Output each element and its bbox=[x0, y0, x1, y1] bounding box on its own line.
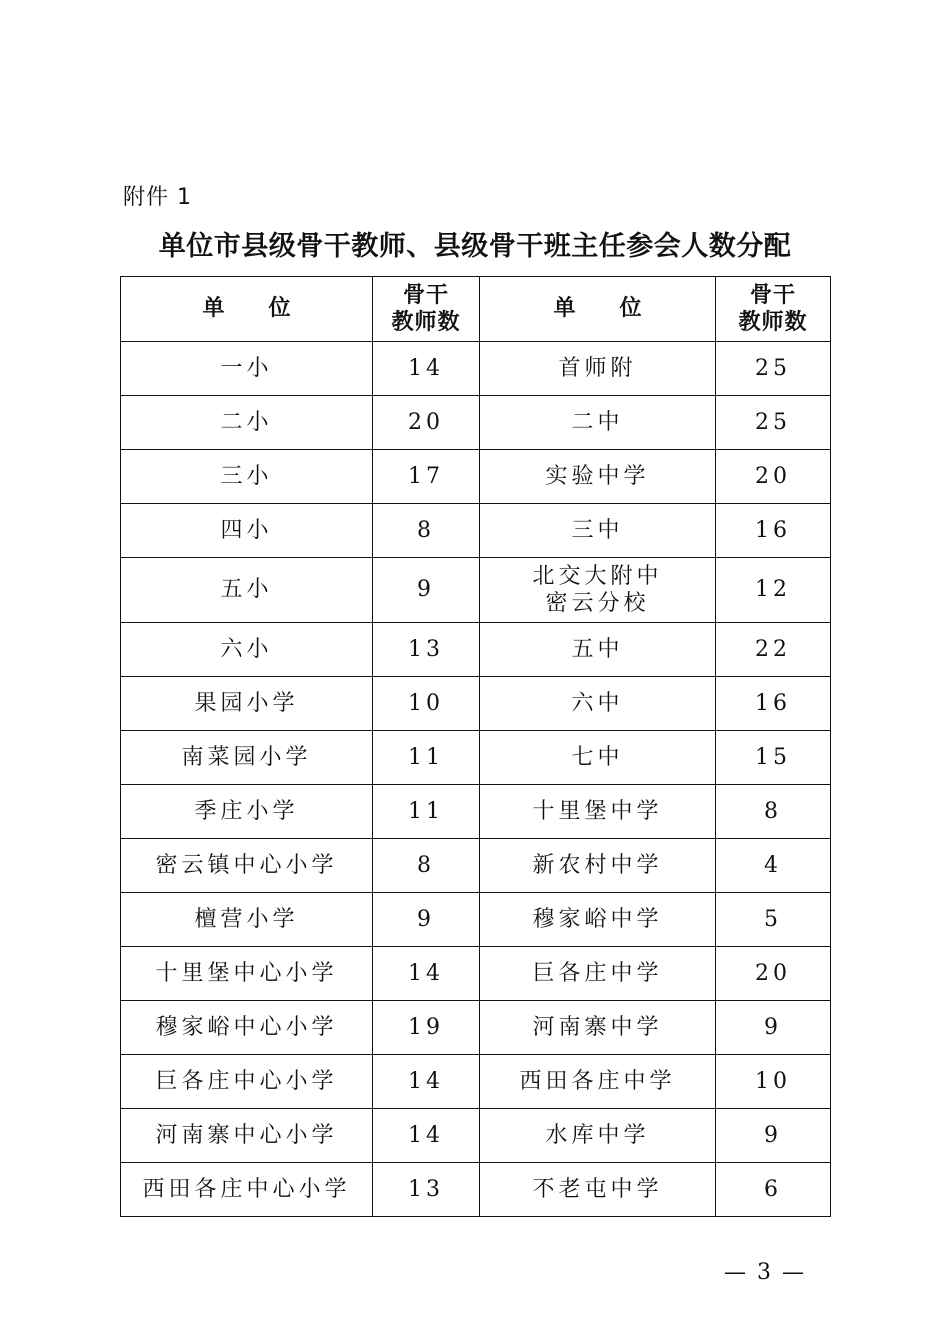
allocation-table bbox=[120, 276, 831, 1217]
right-unit-cell: 穆家峪中学 bbox=[480, 893, 716, 947]
left-unit-cell: 二小 bbox=[121, 396, 373, 450]
left-unit-cell: 季庄小学 bbox=[121, 785, 373, 839]
left-unit-cell: 南菜园小学 bbox=[121, 731, 373, 785]
left-count-cell: 13 bbox=[373, 1163, 480, 1217]
left-count-cell: 14 bbox=[373, 1109, 480, 1163]
header-count-line2: 教师数 bbox=[738, 310, 808, 335]
right-unit-line1: 北交大附中 bbox=[532, 563, 663, 589]
right-unit-cell: 不老屯中学 bbox=[480, 1163, 716, 1217]
right-unit-line2: 密云分校 bbox=[545, 591, 650, 616]
right-unit-cell: 七中 bbox=[480, 731, 716, 785]
table-row bbox=[121, 839, 831, 893]
left-unit-cell: 一小 bbox=[121, 342, 373, 396]
right-count-cell: 20 bbox=[716, 947, 831, 1001]
table-header-row bbox=[121, 277, 831, 342]
left-count-cell: 11 bbox=[373, 785, 480, 839]
right-unit-cell: 实验中学 bbox=[480, 450, 716, 504]
left-count-cell: 10 bbox=[373, 677, 480, 731]
table-row bbox=[121, 504, 831, 558]
header-count-line2: 教师数 bbox=[391, 310, 461, 335]
header-unit-right bbox=[480, 277, 716, 342]
left-unit-cell: 六小 bbox=[121, 623, 373, 677]
table-row bbox=[121, 396, 831, 450]
table-row bbox=[121, 558, 831, 623]
right-unit-cell: 首师附 bbox=[480, 342, 716, 396]
table-row bbox=[121, 1163, 831, 1217]
left-unit-cell: 河南寨中心小学 bbox=[121, 1109, 373, 1163]
header-unit-char-2: 位 bbox=[268, 296, 291, 322]
right-unit-cell: 巨各庄中学 bbox=[480, 947, 716, 1001]
table-row bbox=[121, 623, 831, 677]
right-count-cell: 8 bbox=[716, 785, 831, 839]
table-row bbox=[121, 785, 831, 839]
right-count-cell: 12 bbox=[716, 558, 831, 623]
left-unit-cell: 十里堡中心小学 bbox=[121, 947, 373, 1001]
right-unit-cell: 新农村中学 bbox=[480, 839, 716, 893]
right-count-cell: 25 bbox=[716, 342, 831, 396]
left-count-cell: 11 bbox=[373, 731, 480, 785]
header-unit-left bbox=[121, 277, 373, 342]
right-unit-cell: 十里堡中学 bbox=[480, 785, 716, 839]
right-unit-cell: 六中 bbox=[480, 677, 716, 731]
left-unit-cell: 檀营小学 bbox=[121, 893, 373, 947]
header-count-left bbox=[373, 277, 480, 342]
table-row bbox=[121, 893, 831, 947]
table-row bbox=[121, 342, 831, 396]
left-count-cell: 20 bbox=[373, 396, 480, 450]
left-count-cell: 9 bbox=[373, 558, 480, 623]
header-unit-char-1: 单 bbox=[202, 296, 225, 322]
left-count-cell: 14 bbox=[373, 342, 480, 396]
header-count-right bbox=[716, 277, 831, 342]
left-count-cell: 17 bbox=[373, 450, 480, 504]
table-row bbox=[121, 1109, 831, 1163]
left-unit-cell: 三小 bbox=[121, 450, 373, 504]
right-count-cell: 15 bbox=[716, 731, 831, 785]
right-unit-cell: 水库中学 bbox=[480, 1109, 716, 1163]
left-unit-cell: 密云镇中心小学 bbox=[121, 839, 373, 893]
right-count-cell: 9 bbox=[716, 1001, 831, 1055]
table-row bbox=[121, 1055, 831, 1109]
left-unit-cell: 五小 bbox=[121, 558, 373, 623]
table-row bbox=[121, 450, 831, 504]
left-unit-cell: 巨各庄中心小学 bbox=[121, 1055, 373, 1109]
header-count-line1: 骨干 bbox=[402, 282, 449, 308]
attachment-label: 附件 1 bbox=[123, 185, 192, 210]
left-unit-cell: 四小 bbox=[121, 504, 373, 558]
left-count-cell: 8 bbox=[373, 839, 480, 893]
right-count-cell: 10 bbox=[716, 1055, 831, 1109]
left-count-cell: 14 bbox=[373, 947, 480, 1001]
header-count-line1: 骨干 bbox=[749, 282, 796, 308]
right-count-cell: 22 bbox=[716, 623, 831, 677]
right-unit-cell: 河南寨中学 bbox=[480, 1001, 716, 1055]
page-number: — 3 — bbox=[724, 1260, 806, 1285]
right-unit-cell: 西田各庄中学 bbox=[480, 1055, 716, 1109]
left-unit-cell: 穆家峪中心小学 bbox=[121, 1001, 373, 1055]
table-row bbox=[121, 731, 831, 785]
right-count-cell: 4 bbox=[716, 839, 831, 893]
document-title: 单位市县级骨干教师、县级骨干班主任参会人数分配 bbox=[158, 231, 792, 262]
left-unit-cell: 西田各庄中心小学 bbox=[121, 1163, 373, 1217]
right-count-cell: 16 bbox=[716, 677, 831, 731]
right-unit-cell: 三中 bbox=[480, 504, 716, 558]
left-count-cell: 13 bbox=[373, 623, 480, 677]
right-count-cell: 5 bbox=[716, 893, 831, 947]
left-count-cell: 14 bbox=[373, 1055, 480, 1109]
right-count-cell: 16 bbox=[716, 504, 831, 558]
left-count-cell: 8 bbox=[373, 504, 480, 558]
right-unit-cell bbox=[480, 558, 716, 623]
right-unit-cell: 二中 bbox=[480, 396, 716, 450]
right-unit-cell: 五中 bbox=[480, 623, 716, 677]
header-unit-char-2: 位 bbox=[619, 296, 642, 322]
left-unit-cell: 果园小学 bbox=[121, 677, 373, 731]
left-count-cell: 9 bbox=[373, 893, 480, 947]
right-count-cell: 25 bbox=[716, 396, 831, 450]
header-unit-char-1: 单 bbox=[553, 296, 576, 322]
right-count-cell: 20 bbox=[716, 450, 831, 504]
table-row bbox=[121, 677, 831, 731]
table-row bbox=[121, 947, 831, 1001]
table-row bbox=[121, 1001, 831, 1055]
right-count-cell: 6 bbox=[716, 1163, 831, 1217]
right-count-cell: 9 bbox=[716, 1109, 831, 1163]
left-count-cell: 19 bbox=[373, 1001, 480, 1055]
